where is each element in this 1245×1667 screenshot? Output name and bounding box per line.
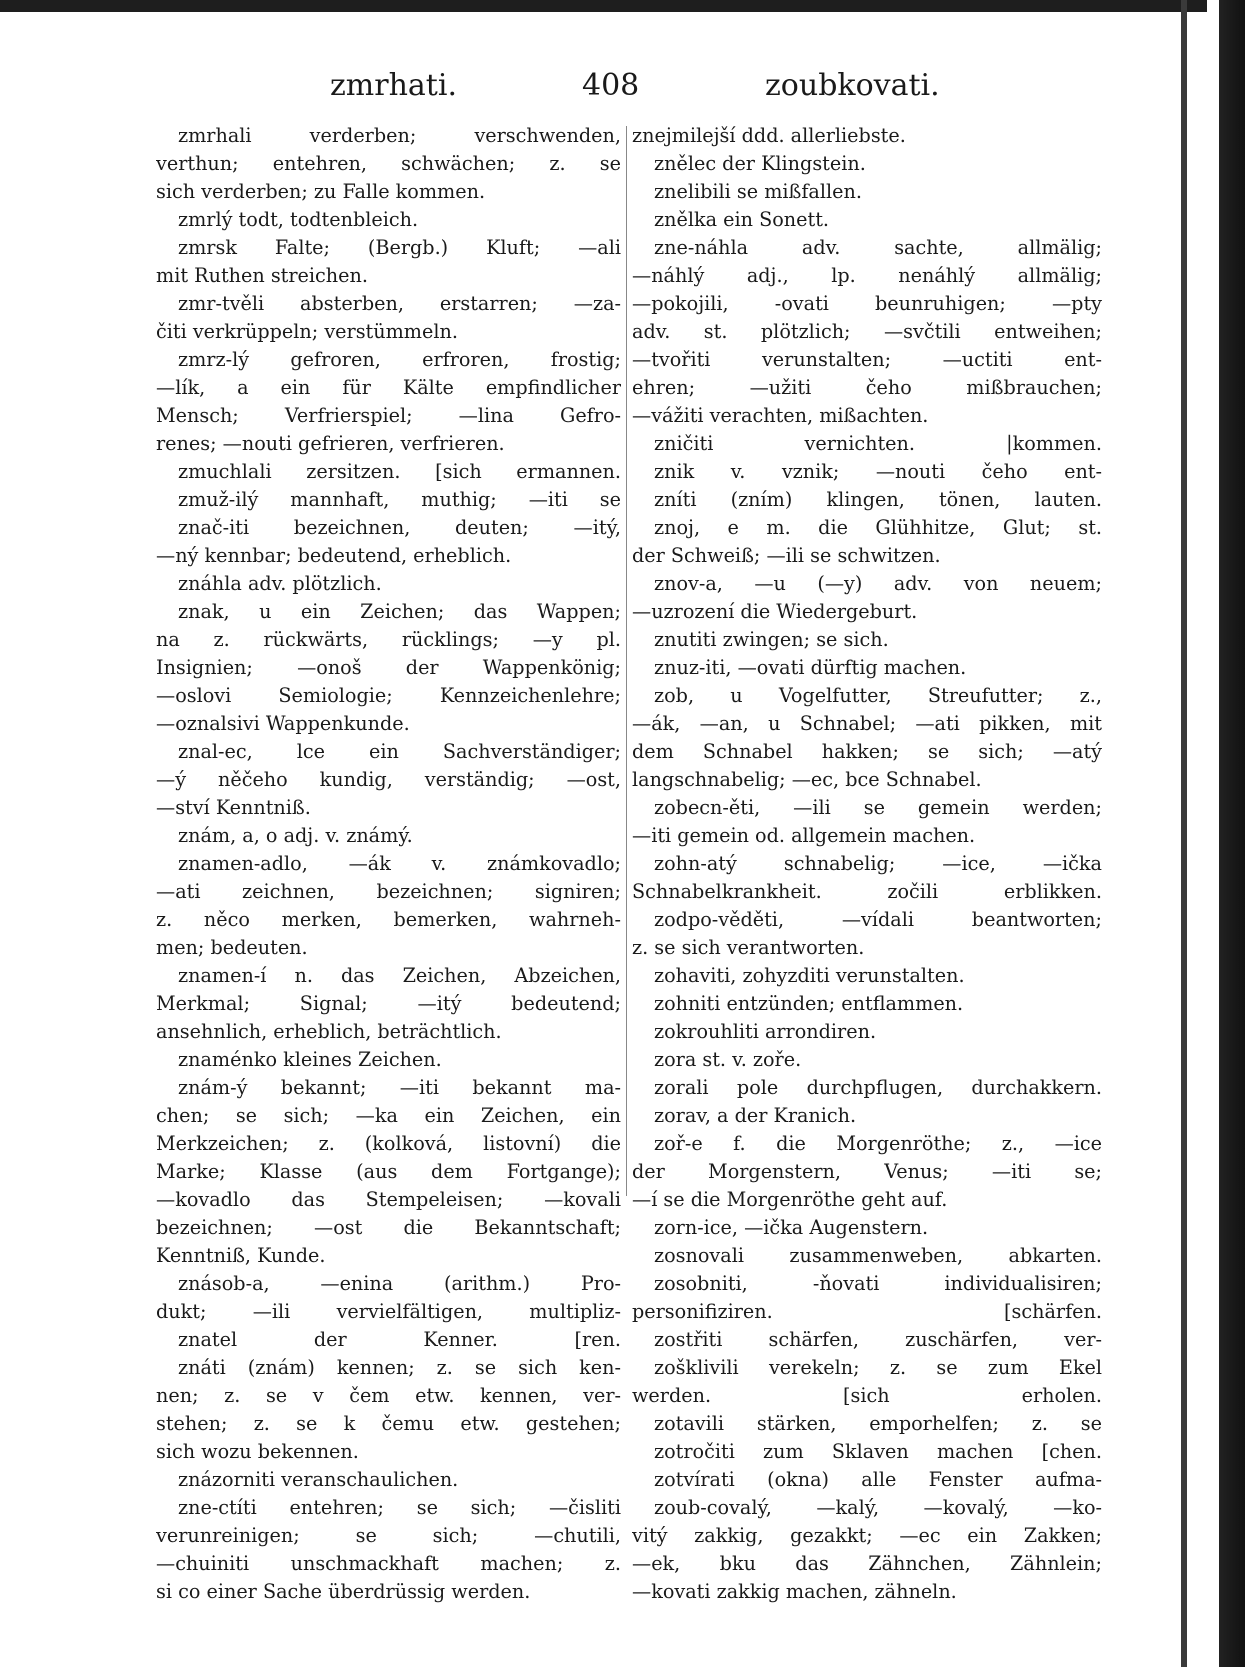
dictionary-line: čiti verkrüppeln; verstümmeln. (156, 320, 458, 343)
dictionary-line: verthun; entehren, schwächen; z. se (156, 152, 621, 175)
dictionary-line: mit Ruthen streichen. (156, 264, 368, 287)
dictionary-line: znik v. vznik; —nouti čeho ent- (654, 460, 1102, 483)
dictionary-line: zostřiti schärfen, zuschärfen, ver- (654, 1328, 1102, 1351)
dictionary-line: zoř-e f. die Morgenröthe; z., —ice (654, 1132, 1102, 1155)
dictionary-line: si co einer Sache überdrüssig werden. (156, 1580, 531, 1603)
dictionary-line: znám-ý bekannt; —iti bekannt ma- (178, 1076, 621, 1099)
dictionary-line: zoub-covalý, —kalý, —kovalý, —ko- (654, 1496, 1102, 1519)
dictionary-line: —í se die Morgenröthe geht auf. (632, 1188, 948, 1211)
dictionary-line: zmrsk Falte; (Bergb.) Kluft; —ali (178, 236, 621, 259)
dictionary-line: znamen-adlo, —ák v. známkovadlo; (178, 852, 621, 875)
dictionary-line: na z. rückwärts, rücklings; —y pl. (156, 628, 621, 651)
scan-right-shadow (1181, 0, 1187, 1667)
dictionary-line: znáti (znám) kennen; z. se sich ken- (178, 1356, 621, 1379)
dictionary-line: personifiziren. [schärfen. (632, 1300, 1102, 1323)
dictionary-line: der Schweiß; —ili se schwitzen. (632, 544, 941, 567)
dictionary-line: zosnovali zusammenweben, abkarten. (654, 1244, 1102, 1267)
dictionary-line: Schnabelkrankheit. zočili erblikken. (632, 880, 1102, 903)
dictionary-line: zorali pole durchpflugen, durchakkern. (654, 1076, 1102, 1099)
dictionary-line: sich verderben; zu Falle kommen. (156, 180, 486, 203)
dictionary-line: stehen; z. se k čemu etw. gestehen; (156, 1412, 621, 1435)
dictionary-line: Merkmal; Signal; —itý bedeutend; (156, 992, 621, 1015)
dictionary-line: der Morgenstern, Venus; —iti se; (632, 1160, 1102, 1183)
dictionary-line: —uzrození die Wiedergeburt. (632, 600, 918, 623)
dictionary-line: —ati zeichnen, bezeichnen; signiren; (156, 880, 621, 903)
dictionary-line: znělka ein Sonett. (654, 208, 830, 231)
dictionary-line: —vážiti verachten, mißachten. (632, 404, 929, 427)
dictionary-line: znoj, e m. die Glühhitze, Glut; st. (654, 516, 1102, 539)
page-header (300, 68, 960, 108)
dictionary-line: Marke; Klasse (aus dem Fortgange); (156, 1160, 621, 1183)
dictionary-line: znaménko kleines Zeichen. (178, 1048, 442, 1071)
dictionary-line: langschnabelig; —ec, bce Schnabel. (632, 768, 982, 791)
scan-top-edge (0, 0, 1245, 12)
dictionary-line: men; bedeuten. (156, 936, 308, 959)
dictionary-line: zmuž-ilý mannhaft, muthig; —iti se (178, 488, 621, 511)
dictionary-line: chen; se sich; —ka ein Zeichen, ein (156, 1104, 621, 1127)
dictionary-line: —náhlý adj., lp. nenáhlý allmälig; (632, 264, 1102, 287)
dictionary-line: znělec der Klingstein. (654, 152, 866, 175)
dictionary-line: zohniti entzünden; entflammen. (654, 992, 964, 1015)
dictionary-line: —kovadlo das Stempeleisen; —kovali (156, 1188, 621, 1211)
dictionary-line: znásob-a, —enina (arithm.) Pro- (178, 1272, 621, 1295)
dictionary-line: —lík, a ein für Kälte empfindlicher (156, 376, 621, 399)
dictionary-line: znal-ec, lce ein Sachverständiger; (178, 740, 621, 763)
dictionary-line: dem Schnabel hakken; se sich; —atý (632, 740, 1102, 763)
dictionary-line: zne-ctíti entehren; se sich; —čisliti (178, 1496, 621, 1519)
dictionary-line: Insignien; —onoš der Wappenkönig; (156, 656, 621, 679)
dictionary-line: znejmilejší ddd. allerliebste. (632, 124, 906, 147)
dictionary-line: znázorniti veranschaulichen. (178, 1468, 459, 1491)
dictionary-line: zničiti vernichten. |kommen. (654, 432, 1102, 455)
dictionary-line: —ák, —an, u Schnabel; —ati pikken, mit (632, 712, 1102, 735)
dictionary-line: vitý zakkig, gezakkt; —ec ein Zakken; (632, 1524, 1102, 1547)
dictionary-line: zokrouhliti arrondiren. (654, 1020, 877, 1043)
dictionary-line: znutiti zwingen; se sich. (654, 628, 889, 651)
dictionary-line: dukt; —ili vervielfältigen, multipliz- (156, 1300, 621, 1323)
dictionary-line: zmuchlali zersitzen. [sich ermannen. (178, 460, 621, 483)
dictionary-line: znatel der Kenner. [ren. (178, 1328, 621, 1351)
dictionary-line: znelibili se mißfallen. (654, 180, 862, 203)
dictionary-line: zobecn-ěti, —ili se gemein werden; (654, 796, 1102, 819)
dictionary-line: nen; z. se v čem etw. kennen, ver- (156, 1384, 621, 1407)
dictionary-line: ansehnlich, erheblich, beträchtlich. (156, 1020, 502, 1043)
dictionary-line: renes; —nouti gefrieren, verfrieren. (156, 432, 505, 455)
dictionary-line: z. něco merken, bemerken, wahrneh- (156, 908, 621, 931)
dictionary-line: znač-iti bezeichnen, deuten; —itý, (178, 516, 621, 539)
dictionary-line: zošklivili verekeln; z. se zum Ekel (654, 1356, 1102, 1379)
dictionary-line: znov-a, —u (—y) adv. von neuem; (654, 572, 1102, 595)
dictionary-line: —ství Kenntniß. (156, 796, 311, 819)
dictionary-line: znám, a, o adj. v. známý. (178, 824, 413, 847)
left-column (156, 122, 621, 1606)
dictionary-line: zmrhali verderben; verschwenden, (178, 124, 621, 147)
dictionary-line: znuz-iti, —ovati dürftig machen. (654, 656, 967, 679)
dictionary-line: Kenntniß, Kunde. (156, 1244, 326, 1267)
header-first-word: zmrhati. (330, 68, 457, 103)
dictionary-line: znáhla adv. plötzlich. (178, 572, 382, 595)
dictionary-line: Mensch; Verfrierspiel; —lina Gefro- (156, 404, 621, 427)
dictionary-line: werden. [sich erholen. (632, 1384, 1102, 1407)
dictionary-line: znak, u ein Zeichen; das Wappen; (178, 600, 621, 623)
dictionary-line: zmrlý todt, todtenbleich. (178, 208, 419, 231)
dictionary-line: zora st. v. zoře. (654, 1048, 802, 1071)
dictionary-line: zmr-tvěli absterben, erstarren; —za- (178, 292, 621, 315)
dictionary-line: zohaviti, zohyzditi verunstalten. (654, 964, 965, 987)
dictionary-line: —oznalsivi Wappenkunde. (156, 712, 410, 735)
dictionary-line: zotvírati (okna) alle Fenster aufma- (654, 1468, 1102, 1491)
dictionary-line: adv. st. plötzlich; —svčtili entweihen; (632, 320, 1102, 343)
dictionary-line: zne-náhla adv. sachte, allmälig; (654, 236, 1102, 259)
dictionary-line: Merkzeichen; z. (kolková, listovní) die (156, 1132, 621, 1155)
dictionary-line: zníti (zním) klingen, tönen, lauten. (654, 488, 1102, 511)
dictionary-line: zodpo-věděti, —vídali beantworten; (654, 908, 1102, 931)
dictionary-line: —ek, bku das Zähnchen, Zähnlein; (632, 1552, 1102, 1575)
scan-right-edge (1207, 0, 1245, 1667)
column-divider (626, 126, 627, 1196)
dictionary-line: bezeichnen; —ost die Bekanntschaft; (156, 1216, 621, 1239)
dictionary-line: —pokojili, -ovati beunruhigen; —pty (632, 292, 1102, 315)
right-column (632, 122, 1102, 1606)
dictionary-line: —tvořiti verunstalten; —uctiti ent- (632, 348, 1102, 371)
dictionary-line: —oslovi Semiologie; Kennzeichenlehre; (156, 684, 621, 707)
dictionary-line: zob, u Vogelfutter, Streufutter; z., (654, 684, 1102, 707)
dictionary-line: zmrz-lý gefroren, erfroren, frostig; (178, 348, 621, 371)
dictionary-line: verunreinigen; se sich; —chutili, (156, 1524, 621, 1547)
dictionary-line: zohn-atý schnabelig; —ice, —ička (654, 852, 1102, 875)
dictionary-line: —ný kennbar; bedeutend, erheblich. (156, 544, 512, 567)
dictionary-line: —kovati zakkig machen, zähneln. (632, 1580, 957, 1603)
dictionary-line: znamen-í n. das Zeichen, Abzeichen, (178, 964, 621, 987)
header-last-word: zoubkovati. (765, 68, 940, 103)
page-number: 408 (582, 68, 640, 103)
dictionary-line: ehren; —užiti čeho mißbrauchen; (632, 376, 1102, 399)
dictionary-line: zorav, a der Kranich. (654, 1104, 857, 1127)
dictionary-line: zotročiti zum Sklaven machen [chen. (654, 1440, 1102, 1463)
dictionary-line: zosobniti, -ňovati individualisiren; (654, 1272, 1102, 1295)
dictionary-line: sich wozu bekennen. (156, 1440, 359, 1463)
dictionary-line: —iti gemein od. allgemein machen. (632, 824, 976, 847)
dictionary-line: zotavili stärken, emporhelfen; z. se (654, 1412, 1102, 1435)
dictionary-line: —ý něčeho kundig, verständig; —ost, (156, 768, 621, 791)
dictionary-line: z. se sich verantworten. (632, 936, 865, 959)
dictionary-line: —chuiniti unschmackhaft machen; z. (156, 1552, 621, 1575)
dictionary-line: zorn-ice, —ička Augenstern. (654, 1216, 929, 1239)
